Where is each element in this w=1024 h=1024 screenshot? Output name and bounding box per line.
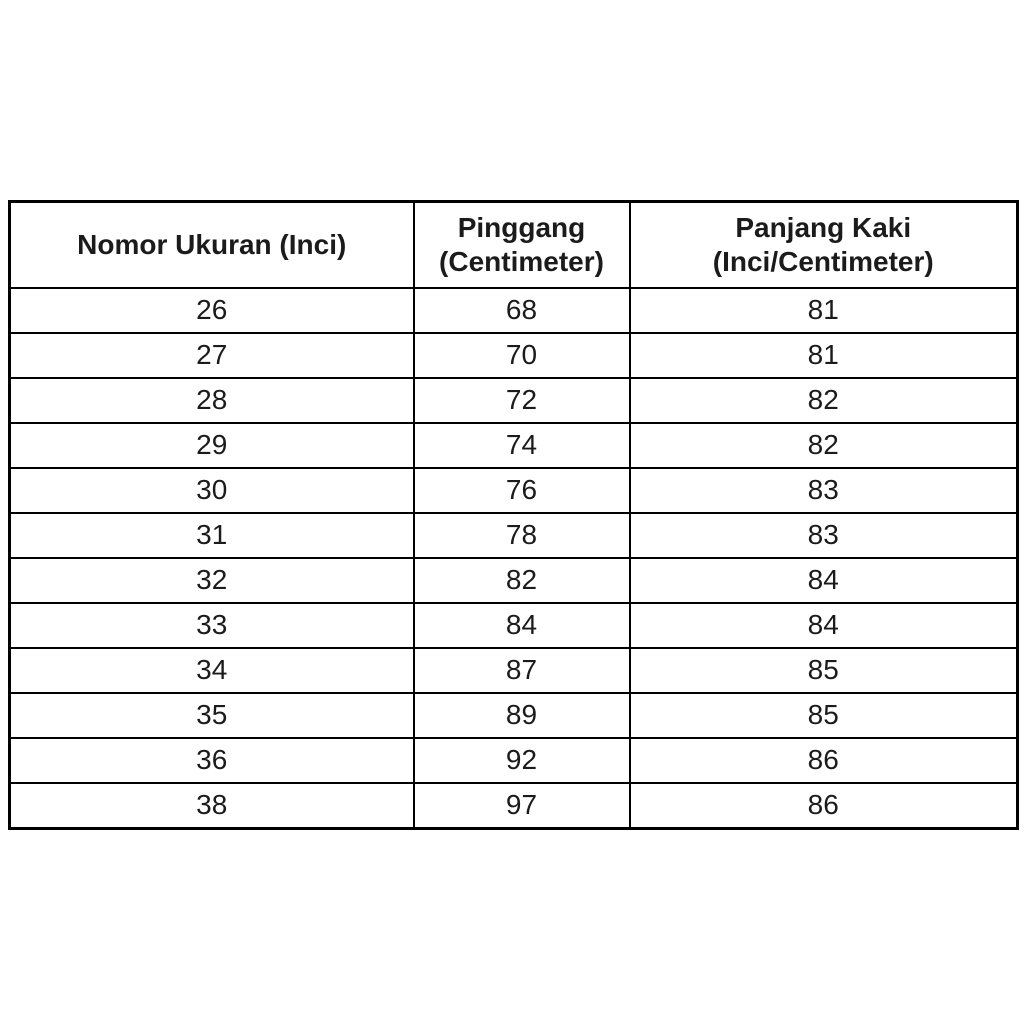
table-cell: 31 [10, 513, 414, 558]
table-row [10, 423, 1018, 468]
table-row [10, 648, 1018, 693]
table-body [10, 288, 1018, 829]
table-cell: 27 [10, 333, 414, 378]
table-row [10, 468, 1018, 513]
col-header-waist-line1: Pinggang [457, 212, 586, 243]
size-chart-table [8, 200, 1019, 830]
col-header-size-number [10, 202, 414, 289]
col-header-leg-length-line1: Panjang Kaki [735, 212, 912, 243]
table-cell: 72 [414, 378, 630, 423]
table-cell: 28 [10, 378, 414, 423]
table-cell: 83 [630, 468, 1018, 513]
table-cell: 32 [10, 558, 414, 603]
table-cell: 86 [630, 783, 1018, 829]
table-row [10, 513, 1018, 558]
table-row [10, 333, 1018, 378]
table-cell: 97 [414, 783, 630, 829]
table-cell: 36 [10, 738, 414, 783]
table-cell: 82 [630, 423, 1018, 468]
table-cell: 86 [630, 738, 1018, 783]
table-cell: 85 [630, 693, 1018, 738]
table-cell: 82 [630, 378, 1018, 423]
table-cell: 81 [630, 288, 1018, 333]
table-row [10, 738, 1018, 783]
table-cell: 81 [630, 333, 1018, 378]
table-row [10, 693, 1018, 738]
table-cell: 35 [10, 693, 414, 738]
table-cell: 29 [10, 423, 414, 468]
table-cell: 33 [10, 603, 414, 648]
table-cell: 74 [414, 423, 630, 468]
table-row [10, 378, 1018, 423]
table-cell: 83 [630, 513, 1018, 558]
table-cell: 84 [414, 603, 630, 648]
table-cell: 92 [414, 738, 630, 783]
table-cell: 38 [10, 783, 414, 829]
col-header-leg-length [630, 202, 1018, 289]
table-cell: 34 [10, 648, 414, 693]
table-cell: 85 [630, 648, 1018, 693]
table-row [10, 603, 1018, 648]
table-cell: 89 [414, 693, 630, 738]
col-header-leg-length-line2: (Inci/Centimeter) [712, 246, 934, 277]
table-cell: 70 [414, 333, 630, 378]
table-cell: 76 [414, 468, 630, 513]
table-row [10, 783, 1018, 829]
header-row [10, 202, 1018, 289]
col-header-size-number-line1: Nomor Ukuran (Inci) [77, 229, 347, 260]
table-cell: 84 [630, 603, 1018, 648]
table-cell: 26 [10, 288, 414, 333]
table-cell: 78 [414, 513, 630, 558]
table-row [10, 558, 1018, 603]
col-header-waist [414, 202, 630, 289]
table-header [10, 202, 1018, 289]
table-row [10, 288, 1018, 333]
table-cell: 84 [630, 558, 1018, 603]
col-header-waist-line2: (Centimeter) [439, 246, 604, 277]
table-cell: 68 [414, 288, 630, 333]
table-cell: 30 [10, 468, 414, 513]
table-cell: 87 [414, 648, 630, 693]
table-cell: 82 [414, 558, 630, 603]
